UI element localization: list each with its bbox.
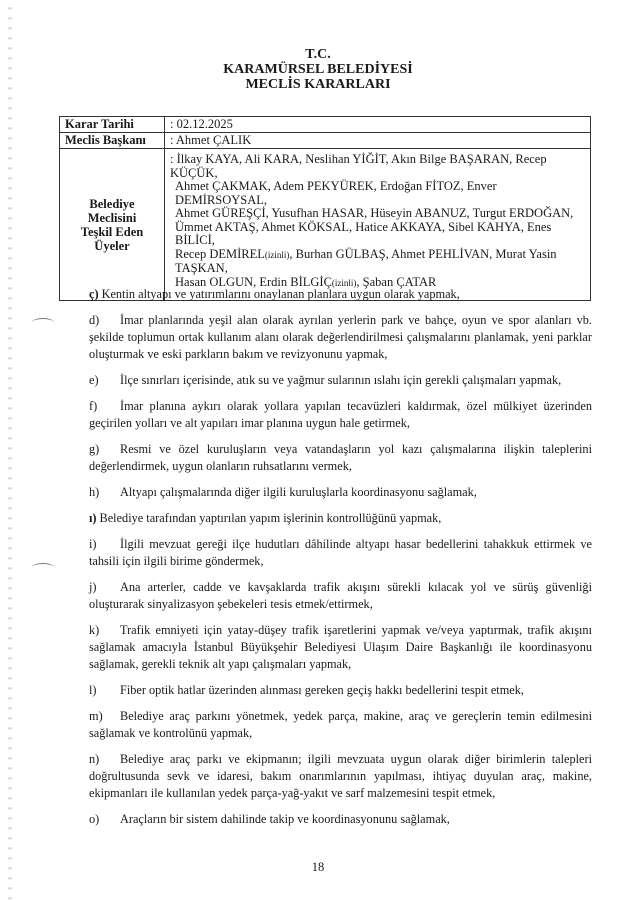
duty-item: [89, 312, 592, 363]
duty-item: [89, 372, 592, 389]
duty-item: [89, 811, 592, 828]
item-letter: o): [89, 812, 100, 826]
scan-edge-artifact: [0, 0, 22, 900]
member-names: , Burhan GÜLBAŞ, Ahmet PEHLİVAN, Murat Yasin TAŞKAN,: [175, 246, 557, 275]
item-text: İlgili mevzuat gereği ilçe hudutları dâhilinde altyapı hasar bedellerini tahakkuk ettirmek ve tahsili için ilgili birime göndermek,: [89, 537, 592, 568]
item-text: Resmi ve özel kuruluşların veya vatandaşların yol kazı çalışmalarına ilişkin taleplerini değerlendirmek, uygun olanların ruhsatlarını vermek,: [89, 442, 592, 473]
item-letter: g): [89, 442, 100, 456]
document-header: [0, 47, 636, 92]
duty-item: [89, 441, 592, 475]
members-line: Ahmet GÜREŞÇİ, Yusufhan HASAR, Hüseyin ABANUZ, Turgut ERDOĞAN,: [175, 206, 574, 220]
header-council-decisions: MECLİS KARARLARI: [245, 77, 391, 92]
duty-item: [89, 708, 592, 742]
duty-item: [89, 622, 592, 673]
item-text: Trafik emniyeti için yatay-düşey trafik işaretlerini yapmak ve/veya yaptırmak, trafik akışını sağlamak amacıyla İstanbul Büyükşehir Belediyesi Ulaşım Daire Başkanlığı ile koordinasyonu sağlamak, gerekli teknik alt yapı çalışmaları yapmak,: [89, 623, 592, 671]
item-text: Belediye araç parkı ve ekipmanın; ilgili mevzuata uygun olarak diğer birimlerin talepleri doğrultusunda sevk ve idaresi, bakım onarımlarının yapılması, ihtiyaç duyulan araç, makine, ekipmanları ile kullanılan yedek parça-yağ-yakıt ve sarf malzemesini tespit etmek,: [89, 752, 592, 800]
punch-hole-mark: [32, 318, 54, 327]
item-letter: m): [89, 709, 103, 723]
members-line: : İlkay KAYA, Ali KARA, Neslihan YİĞİT, Akın Bilge BAŞARAN, Recep KÜÇÜK,: [170, 152, 547, 180]
members-label-line: Meclisini: [87, 210, 137, 225]
item-letter: ç): [89, 287, 99, 301]
item-letter: n): [89, 752, 100, 766]
decision-meta-table: [59, 116, 591, 301]
on-leave-note: (izinli): [331, 277, 357, 288]
item-letter: f): [89, 399, 98, 413]
on-leave-note: (izinli): [264, 249, 290, 260]
duty-item: [89, 398, 592, 432]
item-text: Kentin altyapı ve yatırımlarını onaylanan planlara uygun olarak yapmak,: [101, 287, 460, 301]
members-label-line: Belediye: [89, 196, 135, 211]
duty-item: [89, 682, 592, 699]
members-label-line: Teşkil Eden: [80, 224, 144, 239]
duty-item: [89, 484, 592, 501]
item-text: İmar planlarında yeşil alan olarak ayrılan yerlerin park ve bahçe, oyun ve spor alanları vb. şekilde toplumun ortak kullanım alanı olarak değerlendirilmesi çalışmalarını planlamak, yeni parklar oluşturmak ve eski parkların bakım ve revizyonunu yapmak,: [89, 313, 592, 361]
item-text: Altyapı çalışmalarında diğer ilgili kuruluşlarla koordinasyonu sağlamak,: [120, 485, 477, 499]
item-text: Belediye araç parkını yönetmek, yedek parça, makine, araç ve gereçlerin temin edilmesini sağlamak ve kontrolünü yapmak,: [89, 709, 592, 740]
meta-row-decision-date: [60, 117, 591, 133]
item-text: Araçların bir sistem dahilinde takip ve koordinasyonunu sağlamak,: [120, 812, 450, 826]
decision-date-label: Karar Tarihi: [60, 117, 165, 133]
duties-list: [89, 286, 592, 837]
item-text: Ana arterler, cadde ve kavşaklarda trafik akışını sürekli kılacak yol ve sürüş güvenliği oluşturarak sinyalizasyon şebekeleri tesis etmek/ettirmek,: [89, 580, 592, 611]
members-label-line: Üyeler: [94, 238, 130, 253]
duty-item: [89, 579, 592, 613]
council-chair-label: Meclis Başkanı: [60, 133, 165, 149]
item-letter: h): [89, 485, 100, 499]
members-line: Ahmet ÇAKMAK, Adem PEKYÜREK, Erdoğan FİTOZ, Enver DEMİRSOYSAL,: [175, 179, 497, 207]
header-tc: T.C.: [305, 47, 331, 62]
member-names: Hasan OLGUN, Erdin BİLGİÇ: [175, 274, 332, 289]
decision-date-value: : 02.12.2025: [165, 117, 591, 133]
duty-item: [89, 286, 592, 303]
members-line: [170, 248, 585, 276]
item-letter: i): [89, 537, 97, 551]
header-municipality: KARAMÜRSEL BELEDİYESİ: [223, 62, 413, 77]
item-letter: k): [89, 623, 100, 637]
members-line: Ümmet AKTAŞ, Ahmet KÖKSAL, Hatice AKKAYA, Sibel KAHYA, Enes BİLİCİ,: [175, 219, 552, 247]
item-letter: l): [89, 683, 97, 697]
meta-row-members: [60, 149, 591, 301]
meta-row-council-chair: [60, 133, 591, 149]
duty-item: [89, 510, 592, 527]
member-name: Recep DEMİREL: [175, 246, 265, 261]
item-letter: j): [89, 580, 97, 594]
item-letter: ı): [89, 511, 97, 525]
punch-hole-mark: [32, 563, 54, 572]
item-text: Belediye tarafından yaptırılan yapım işlerinin kontrollüğünü yapmak,: [99, 511, 442, 525]
member-name: , Şaban ÇATAR: [356, 274, 437, 289]
item-letter: e): [89, 373, 99, 387]
members-label: [60, 149, 165, 301]
item-text: İmar planına aykırı olarak yollara yapılan tecavüzleri kaldırmak, özel mülkiyet üzerinden geçirilen yolları ve alt yapıları imar planına uygun hale getirmek,: [89, 399, 592, 430]
page-number: 18: [311, 860, 325, 874]
item-text: Fiber optik hatlar üzerinden alınması gereken geçiş hakkı bedellerini tespit etmek,: [120, 683, 524, 697]
duty-item: [89, 751, 592, 802]
members-list: [165, 149, 591, 301]
duty-item: [89, 536, 592, 570]
council-chair-value: : Ahmet ÇALIK: [165, 133, 591, 149]
item-text: İlçe sınırları içerisinde, atık su ve yağmur sularının ıslahı için gerekli çalışmaları yapmak,: [120, 373, 562, 387]
item-letter: d): [89, 313, 100, 327]
